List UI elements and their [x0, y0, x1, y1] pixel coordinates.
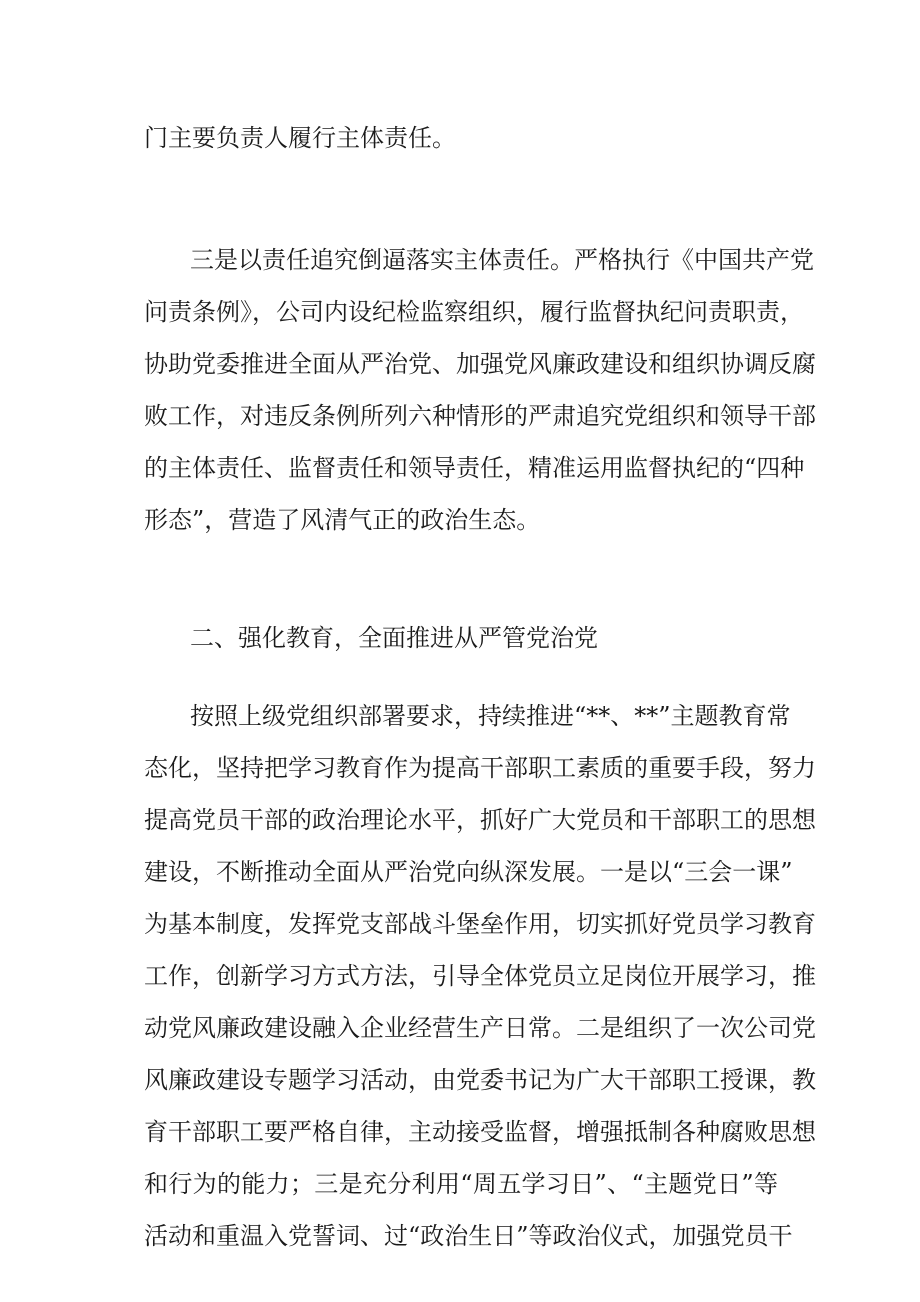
paragraph-line: 为基本制度，发挥党支部战斗堡垒作用，切实抓好党员学习教育	[144, 910, 816, 938]
paragraph-line: 的主体责任、监督责任和领导责任，精准运用监督执纪的“四种	[144, 454, 805, 482]
paragraph-line: 门主要负责人履行主体责任。	[144, 124, 456, 152]
paragraph-line: 育干部职工要严格自律，主动接受监督，增强抵制各种腐败思想	[144, 1118, 816, 1146]
paragraph-line: 工作，创新学习方式方法，引导全体党员立足岗位开展学习，推	[144, 962, 816, 990]
paragraph-line: 协助党委推进全面从严治党、加强党风廉政建设和组织协调反腐	[144, 350, 816, 378]
paragraph-line: 形态”，营造了风清气正的政治生态。	[144, 506, 541, 534]
section-heading: 二、强化教育，全面推进从严管党治党	[190, 624, 598, 652]
paragraph-line: 动党风廉政建设融入企业经营生产日常。二是组织了一次公司党	[144, 1014, 816, 1042]
paragraph-line: 三是以责任追究倒逼落实主体责任。严格执行《中国共产党	[190, 246, 814, 274]
paragraph-line: 问责条例》，公司内设纪检监察组织，履行监督执纪问责职责，	[144, 298, 804, 326]
paragraph-line: 和行为的能力；三是充分利用“周五学习日”、“主题党日”等	[144, 1170, 778, 1198]
paragraph-line: 提高党员干部的政治理论水平，抓好广大党员和干部职工的思想	[144, 806, 816, 834]
paragraph-line: 按照上级党组织部署要求，持续推进“**、**”主题教育常	[190, 702, 791, 730]
paragraph-line: 败工作，对违反条例所列六种情形的严肃追究党组织和领导干部	[144, 402, 816, 430]
paragraph-line: 建设，不断推动全面从严治党向纵深发展。一是以“三会一课”	[144, 858, 793, 886]
paragraph-line: 态化，坚持把学习教育作为提高干部职工素质的重要手段，努力	[144, 754, 816, 782]
paragraph-line: 风廉政建设专题学习活动，由党委书记为广大干部职工授课，教	[144, 1066, 816, 1094]
paragraph-line: 活动和重温入党誓词、过“政治生日”等政治仪式，加强党员干	[144, 1222, 793, 1250]
